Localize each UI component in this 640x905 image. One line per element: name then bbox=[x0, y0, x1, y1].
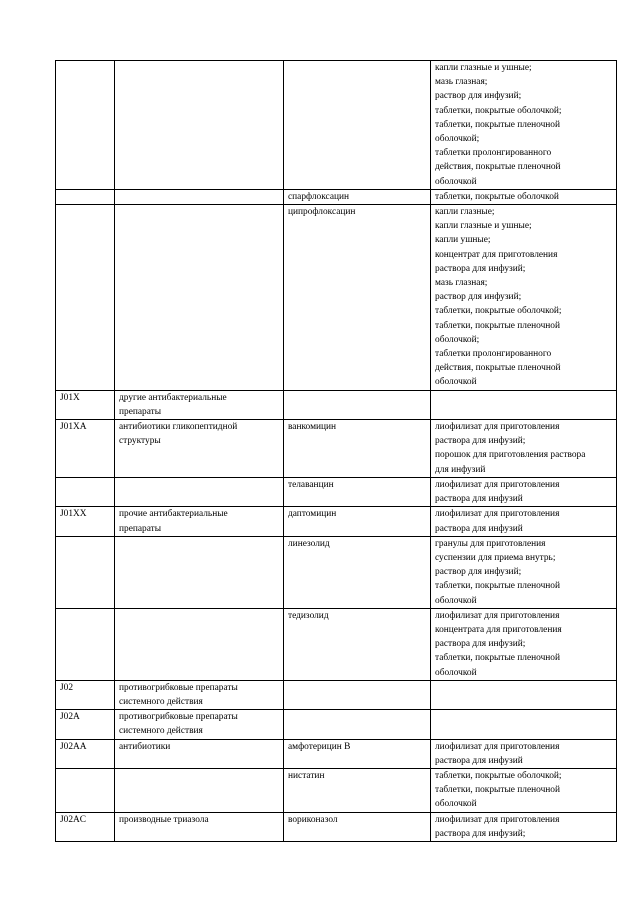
drug-name-cell bbox=[284, 61, 431, 190]
dosage-forms-cell bbox=[431, 768, 617, 812]
drug-name-cell bbox=[284, 507, 431, 536]
table-row bbox=[56, 768, 617, 812]
drug-name-cell bbox=[284, 768, 431, 812]
drug-name-cell bbox=[284, 710, 431, 739]
anatomical-group-cell bbox=[115, 477, 284, 506]
dosage-forms-cell bbox=[431, 420, 617, 478]
table-row bbox=[56, 680, 617, 709]
cell-line: порошок для приготовления раствора bbox=[435, 450, 586, 461]
anatomical-group-cell bbox=[115, 61, 284, 190]
anatomical-group-cell bbox=[115, 420, 284, 478]
cell-line: лиофилизат для приготовления bbox=[435, 479, 560, 490]
cell-line: действия, покрытые пленочной bbox=[435, 162, 561, 173]
cell-line: мазь глазная; bbox=[435, 278, 488, 289]
cell-line: оболочкой bbox=[435, 176, 477, 187]
cell-line: лиофилизат для приготовления bbox=[435, 741, 560, 752]
cell-line: раствор для инфузий; bbox=[435, 567, 522, 578]
cell-line: тедизолид bbox=[288, 610, 329, 621]
atc-code-cell: J01XX bbox=[56, 507, 115, 536]
cell-line: раствор для инфузий; bbox=[435, 292, 522, 303]
dosage-forms-cell bbox=[431, 536, 617, 608]
cell-line: нистатин bbox=[288, 770, 325, 781]
atc-code-cell: J02AC bbox=[56, 812, 115, 841]
anatomical-group-cell bbox=[115, 739, 284, 768]
anatomical-group-cell bbox=[115, 205, 284, 391]
atc-code-cell bbox=[56, 61, 115, 190]
cell-line: раствора для инфузий; bbox=[435, 263, 526, 274]
cell-line: антибиотики bbox=[119, 741, 171, 752]
anatomical-group-cell bbox=[115, 189, 284, 204]
drug-name-cell bbox=[284, 390, 431, 419]
cell-line: противогрибковые препараты bbox=[119, 682, 238, 693]
cell-line: раствора для инфузий; bbox=[435, 639, 526, 650]
dosage-forms-cell bbox=[431, 608, 617, 680]
drug-table-body bbox=[56, 61, 617, 842]
cell-line: препараты bbox=[119, 523, 162, 534]
drug-name-cell bbox=[284, 812, 431, 841]
anatomical-group-cell bbox=[115, 507, 284, 536]
atc-code-cell bbox=[56, 205, 115, 391]
cell-line: суспензии для приема внутрь; bbox=[435, 552, 556, 563]
anatomical-group-cell bbox=[115, 608, 284, 680]
drug-name-cell bbox=[284, 420, 431, 478]
cell-line: капли глазные и ушные; bbox=[435, 221, 532, 232]
cell-line: оболочкой; bbox=[435, 134, 480, 145]
cell-line: концентрата для приготовления bbox=[435, 624, 562, 635]
cell-line: другие антибактериальные bbox=[119, 392, 227, 403]
cell-line: таблетки, покрытые оболочкой; bbox=[435, 306, 562, 317]
atc-code-cell: J02 bbox=[56, 680, 115, 709]
cell-line: телаванцин bbox=[288, 479, 334, 490]
cell-line: мазь глазная; bbox=[435, 77, 488, 88]
drug-name-cell bbox=[284, 536, 431, 608]
cell-line: оболочкой bbox=[435, 667, 477, 678]
dosage-forms-cell bbox=[431, 739, 617, 768]
table-row bbox=[56, 205, 617, 391]
table-row bbox=[56, 390, 617, 419]
cell-line: антибиотики гликопептидной bbox=[119, 422, 238, 433]
cell-line: таблетки, покрытые пленочной bbox=[435, 320, 561, 331]
cell-line: структуры bbox=[119, 436, 161, 447]
cell-line: гранулы для приготовления bbox=[435, 538, 546, 549]
anatomical-group-cell bbox=[115, 710, 284, 739]
cell-line: таблетки, покрытые оболочкой; bbox=[435, 105, 562, 116]
drug-name-cell bbox=[284, 477, 431, 506]
drug-name-cell bbox=[284, 205, 431, 391]
anatomical-group-cell bbox=[115, 812, 284, 841]
dosage-forms-cell bbox=[431, 710, 617, 739]
atc-code-cell: J01X bbox=[56, 390, 115, 419]
dosage-forms-cell bbox=[431, 680, 617, 709]
cell-line: оболочкой; bbox=[435, 334, 480, 345]
drug-name-cell bbox=[284, 189, 431, 204]
cell-line: производные триазола bbox=[119, 814, 209, 825]
dosage-forms-cell bbox=[431, 205, 617, 391]
cell-line: лиофилизат для приготовления bbox=[435, 422, 560, 433]
anatomical-group-cell bbox=[115, 680, 284, 709]
atc-code-cell bbox=[56, 477, 115, 506]
cell-line: системного действия bbox=[119, 726, 203, 737]
cell-line: оболочкой bbox=[435, 799, 477, 810]
anatomical-group-cell bbox=[115, 536, 284, 608]
table-row bbox=[56, 739, 617, 768]
atc-code-cell bbox=[56, 536, 115, 608]
cell-line: препараты bbox=[119, 406, 162, 417]
cell-line: капли глазные и ушные; bbox=[435, 63, 532, 73]
cell-line: раствора для инфузий bbox=[435, 755, 523, 766]
cell-line: раствор для инфузий; bbox=[435, 91, 522, 102]
cell-line: таблетки, покрытые пленочной bbox=[435, 653, 561, 664]
cell-line: ципрофлоксацин bbox=[288, 207, 356, 218]
atc-code-cell bbox=[56, 189, 115, 204]
table-row bbox=[56, 61, 617, 190]
anatomical-group-cell bbox=[115, 390, 284, 419]
cell-line: таблетки, покрытые пленочной bbox=[435, 119, 561, 130]
cell-line: капли глазные; bbox=[435, 207, 495, 218]
table-row bbox=[56, 189, 617, 204]
cell-line: раствора для инфузий bbox=[435, 523, 523, 534]
cell-line: капли ушные; bbox=[435, 235, 491, 246]
anatomical-group-cell bbox=[115, 768, 284, 812]
cell-line: действия, покрытые пленочной bbox=[435, 363, 561, 374]
drug-table bbox=[55, 60, 617, 842]
cell-line: таблетки, покрытые оболочкой bbox=[435, 191, 559, 202]
cell-line: таблетки, покрытые пленочной bbox=[435, 581, 561, 592]
cell-line: раствора для инфузий; bbox=[435, 436, 526, 447]
table-row bbox=[56, 420, 617, 478]
cell-line: таблетки, покрытые оболочкой; bbox=[435, 770, 562, 781]
table-row bbox=[56, 477, 617, 506]
table-row bbox=[56, 710, 617, 739]
cell-line: даптомицин bbox=[288, 509, 337, 520]
atc-code-cell: J02AA bbox=[56, 739, 115, 768]
cell-line: ванкомицин bbox=[288, 422, 337, 433]
cell-line: раствора для инфузий; bbox=[435, 828, 526, 839]
cell-line: амфотерицин В bbox=[288, 741, 351, 752]
dosage-forms-cell bbox=[431, 812, 617, 841]
cell-line: вориконазол bbox=[288, 814, 338, 825]
cell-line: спарфлоксацин bbox=[288, 191, 350, 202]
cell-line: для инфузий bbox=[435, 464, 486, 475]
cell-line: концентрат для приготовления bbox=[435, 249, 558, 260]
drug-name-cell bbox=[284, 680, 431, 709]
atc-code-cell: J02A bbox=[56, 710, 115, 739]
cell-line: таблетки, покрытые пленочной bbox=[435, 785, 561, 796]
drug-name-cell bbox=[284, 739, 431, 768]
cell-line: прочие антибактериальные bbox=[119, 509, 228, 520]
cell-line: оболочкой bbox=[435, 595, 477, 606]
table-row bbox=[56, 536, 617, 608]
cell-line: линезолид bbox=[288, 538, 330, 549]
drug-name-cell bbox=[284, 608, 431, 680]
table-row bbox=[56, 812, 617, 841]
cell-line: таблетки пролонгированного bbox=[435, 148, 552, 159]
atc-code-cell: J01XA bbox=[56, 420, 115, 478]
dosage-forms-cell bbox=[431, 507, 617, 536]
cell-line: лиофилизат для приготовления bbox=[435, 509, 560, 520]
cell-line: оболочкой bbox=[435, 377, 477, 388]
cell-line: раствора для инфузий bbox=[435, 494, 523, 505]
dosage-forms-cell bbox=[431, 477, 617, 506]
cell-line: системного действия bbox=[119, 696, 203, 707]
cell-line: таблетки пролонгированного bbox=[435, 349, 552, 360]
dosage-forms-cell bbox=[431, 390, 617, 419]
cell-line: лиофилизат для приготовления bbox=[435, 814, 560, 825]
table-row bbox=[56, 507, 617, 536]
table-row bbox=[56, 608, 617, 680]
dosage-forms-cell bbox=[431, 189, 617, 204]
atc-code-cell bbox=[56, 608, 115, 680]
dosage-forms-cell bbox=[431, 61, 617, 190]
cell-line: противогрибковые препараты bbox=[119, 712, 238, 723]
atc-code-cell bbox=[56, 768, 115, 812]
cell-line: лиофилизат для приготовления bbox=[435, 610, 560, 621]
